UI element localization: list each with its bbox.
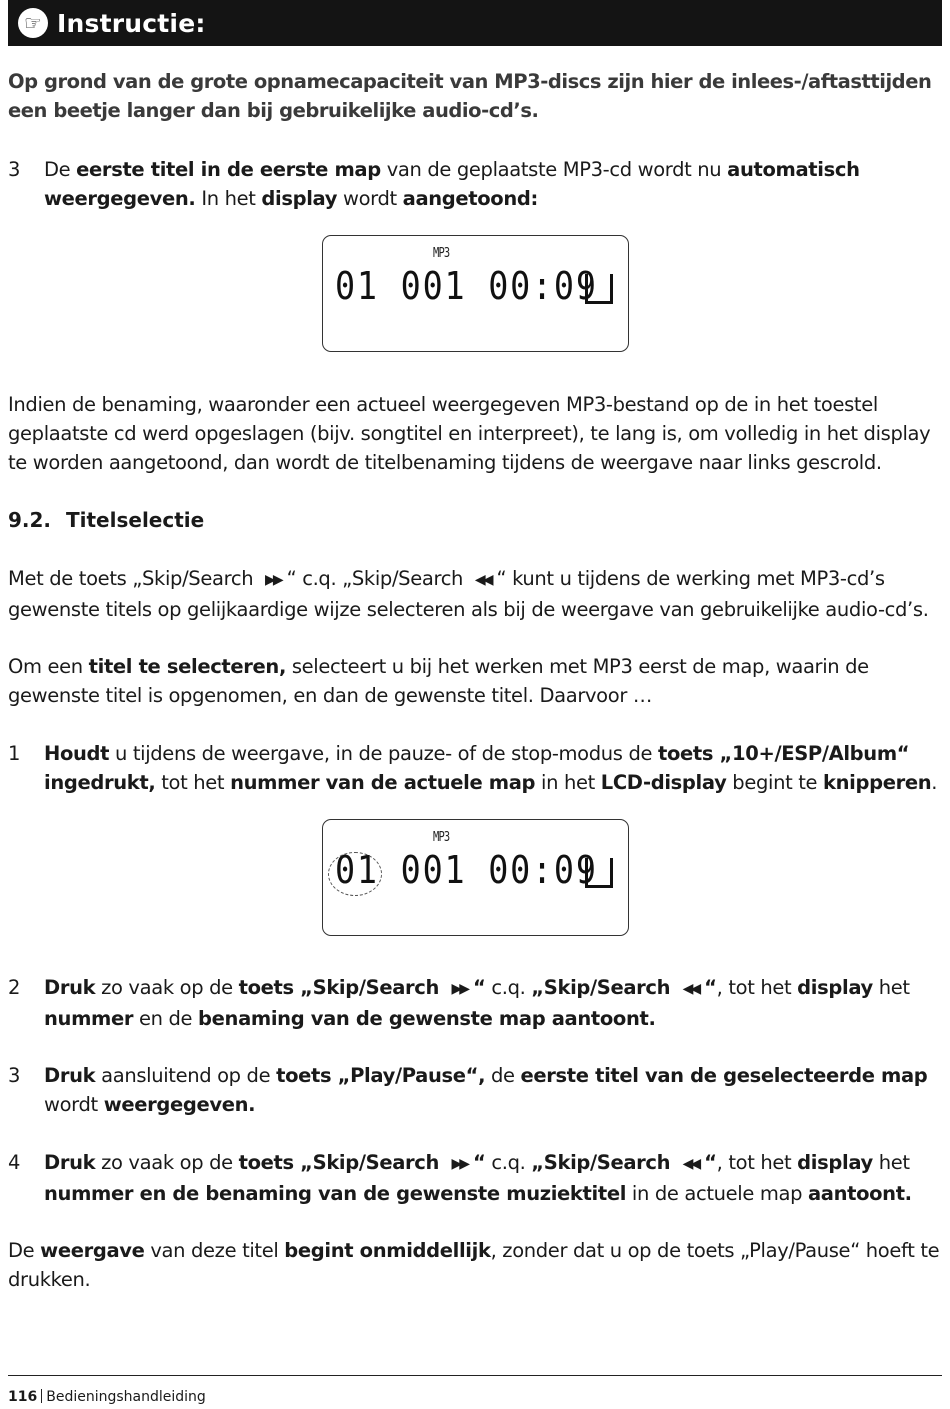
mp3-indicator: MP3 [433,830,450,845]
rewind-icon: ◀◀ [682,1156,699,1172]
lcd-bracket-icon [585,858,613,888]
section-title: Titelselectie [66,508,205,532]
fast-forward-icon: ▶▶ [451,981,468,997]
step-3-play-first-title [8,155,940,213]
step-1-hold-album [8,739,940,797]
intro-note: Op grond van de grote opnamecapaciteit van MP3-discs zijn hier de inlees-/aftasttijden een beetje langer dan bij gebruikelijke audio-cd’s. [8,70,932,122]
step-number: 3 [8,158,21,181]
footer-separator [41,1389,42,1403]
page-footer [8,1388,206,1406]
lcd-digits: 01 001 00:09 [335,848,598,892]
step-text: Houdt u tijdens de weergave, in de pauze- of de stop-modus de toets „10+/ESP/Album“ ingedrukt, tot het nummer van de actuele map in het LCD-display begint te knipperen. [44,742,938,794]
lcd-display-illustration [322,235,629,352]
step-number: 2 [8,976,21,999]
lcd-trackname [336,306,510,346]
step-3-play-pause [8,1061,940,1119]
step-number: 3 [8,1064,21,1087]
fast-forward-icon: ▶▶ [451,1156,468,1172]
step-text: Druk aansluitend op de toets „Play/Pause“, de eerste titel van de geselecteerde map wordt weergegeven. [44,1064,928,1116]
skip-paragraph: Met de toets „Skip/Search ▶▶ “ c.q. „Skip/Search ◀◀ “ kunt u tijdens de werking met MP3-cd’s gewenste titels op gelijkaardige wijze selecteren als bij de weergave van gebruikelijke audio-cd’s. [8,567,929,621]
section-number: 9.2. [8,508,52,532]
mp3-indicator: MP3 [433,246,450,261]
step-text: Druk zo vaak op de toets „Skip/Search ▶▶ “ c.q. „Skip/Search ◀◀ “, tot het display het nummer en de benaming van de gewenste muziektitel in de actuele map aantoont. [44,1151,912,1205]
footer-label: Bedieningshandleiding [46,1389,206,1405]
rewind-icon: ◀◀ [682,981,699,997]
header-title: Instructie: [57,8,206,38]
rewind-icon: ◀◀ [474,572,491,588]
step-text: Druk zo vaak op de toets „Skip/Search ▶▶ “ c.q. „Skip/Search ◀◀ “, tot het display het nummer en de benaming van de gewenste map aantoont. [44,976,910,1030]
lcd-trackname [336,890,510,930]
step-2-select-map [8,973,940,1033]
pointing-hand-icon: ☞ [18,8,48,38]
scroll-paragraph: Indien de benaming, waaronder een actueel weergegeven MP3-bestand op de in het toestel geplaatste cd werd opgeslagen (bijv. songtitel en interpreet), te lang is, om volledig in het display te worden aangetoond, dan wordt de titelbenaming tijdens de weergave naar links gescrold. [8,393,931,474]
select-paragraph: Om een titel te selecteren, selecteert u bij het werken met MP3 eerst de map, waarin de gewenste titel is opgenomen, en dan de gewenste titel. Daarvoor … [8,655,869,707]
step-number: 1 [8,742,21,765]
lcd-display-blinking-illustration [322,819,629,936]
final-paragraph: De weergave van deze titel begint onmiddellijk, zonder dat u op de toets „Play/Pause“ hoeft te drukken. [8,1239,940,1291]
step-4-select-title [8,1148,940,1208]
lcd-bracket-icon [585,274,613,304]
step-number: 4 [8,1151,21,1174]
instruction-header [8,0,942,46]
fast-forward-icon: ▶▶ [265,572,281,588]
footer-divider [8,1375,942,1376]
lcd-digits: 01 001 00:09 [335,264,598,308]
page-number: 116 [8,1389,38,1405]
section-heading [8,506,204,535]
step-text: De eerste titel in de eerste map van de geplaatste MP3-cd wordt nu automatisch weergegeven. In het display wordt aangetoond: [44,158,860,210]
